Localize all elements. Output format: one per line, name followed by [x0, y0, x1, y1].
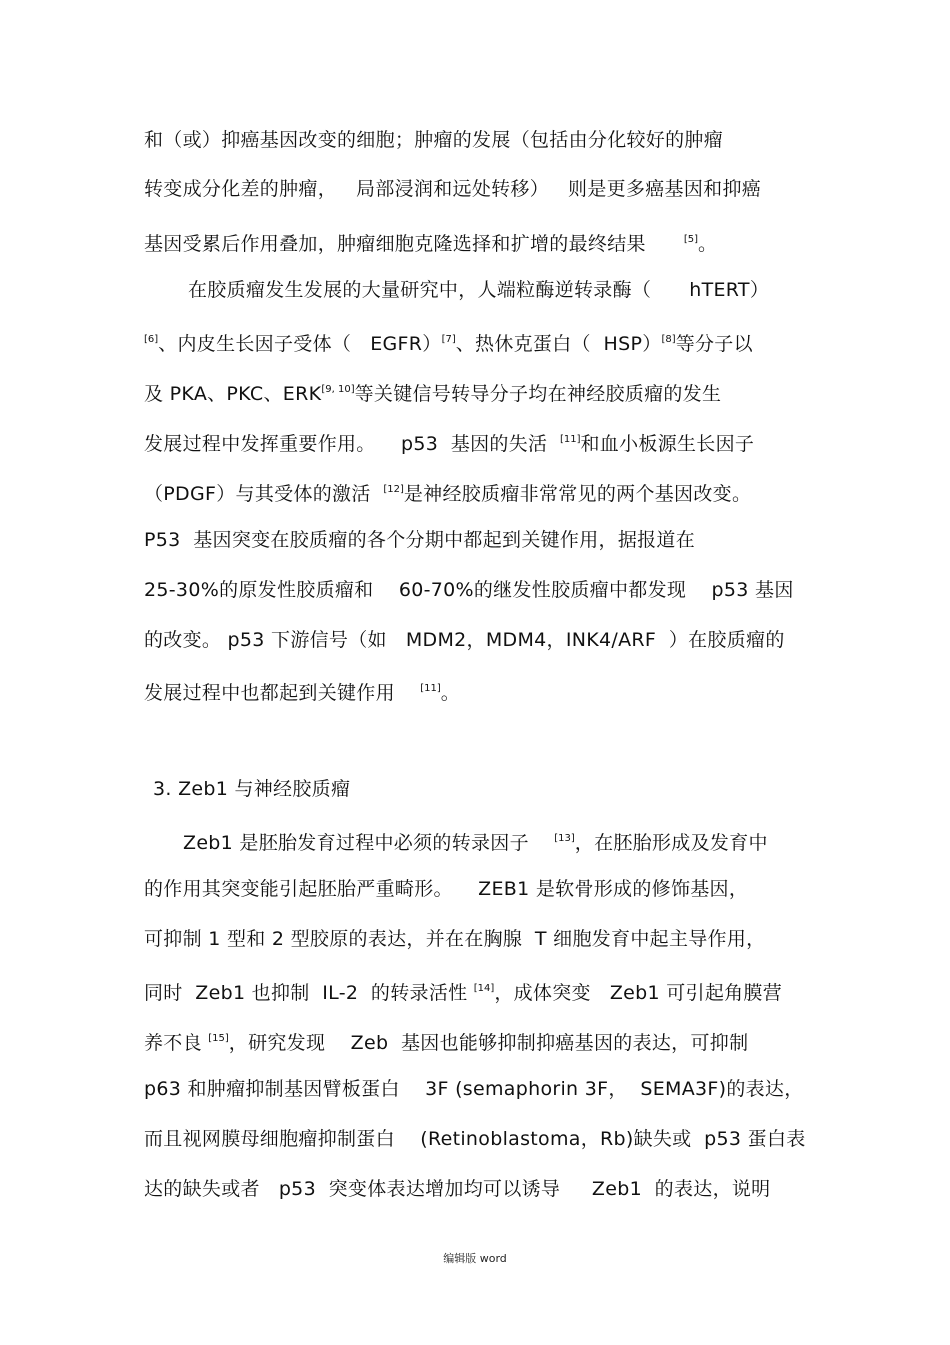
text-line-20: 达的缺失或者 p53 突变体表达增加均可以诱导 Zeb1 的表达，说明 [144, 1178, 771, 1200]
text-line-12: 发展过程中也都起到关键作用 [11]。 [144, 682, 461, 704]
citation: [5] [683, 234, 699, 245]
text-line-16: 同时 Zeb1 也抑制 IL-2 的转录活性 [14]，成体突变 Zeb1 可引起角膜营 [144, 982, 783, 1004]
page-footer: 编辑版 word [443, 1252, 507, 1265]
citation: [11] [420, 683, 441, 694]
text-line-14: 的作用其突变能引起胚胎严重畸形。 ZEB1 是软骨形成的修饰基因， [144, 878, 749, 900]
text-line-10: 25-30%的原发性胶质瘤和 60-70%的继发性胶质瘤中都发现 p53 基因 [144, 579, 794, 601]
text-line-5: [6]、内皮生长因子受体（ EGFR）[7]、热休克蛋白（ HSP）[8]等分子以 [144, 333, 753, 355]
text-line-11: 的改变。 p53 下游信号（如 MDM2，MDM4，INK4/ARF ）在胶质瘤的 [144, 629, 785, 651]
text-line-4: 在胶质瘤发生发展的大量研究中，人端粒酶逆转录酶（ hTERT） [188, 279, 770, 301]
citation: [14] [473, 983, 495, 994]
citation: [7] [441, 334, 456, 345]
section-heading: 3. Zeb1 与神经胶质瘤 [153, 778, 351, 800]
text-line-9: P53 基因突变在胶质瘤的各个分期中都起到关键作用，据报道在 [144, 529, 696, 551]
citation: [8] [661, 334, 676, 345]
text-line-19: 而且视网膜母细胞瘤抑制蛋白 (Retinoblastoma，Rb)缺失或 p53 蛋白表 [144, 1128, 806, 1150]
text-line-2: 转变成分化差的肿瘤， 局部浸润和远处转移） 则是更多癌基因和抑癌 [144, 178, 762, 200]
text-line-1: 和（或）抑癌基因改变的细胞；肿瘤的发展（包括由分化较好的肿瘤 [144, 129, 724, 151]
text-line-8: （PDGF）与其受体的激活 [12]是神经胶质瘤非常常见的两个基因改变。 [144, 483, 752, 505]
citation: [11] [559, 434, 581, 445]
text-line-17: 养不良 [15]，研究发现 Zeb 基因也能够抑制抑癌基因的表达，可抑制 [144, 1032, 749, 1054]
text-line-13: Zeb1 是胚胎发育过程中必须的转录因子 [13]，在胚胎形成及发育中 [183, 832, 768, 854]
text-line-15: 可抑制 1 型和 2 型胶原的表达，并在在胸腺 T 细胞发育中起主导作用， [144, 928, 766, 950]
text-line-7: 发展过程中发挥重要作用。 p53 基因的失活 [11]和血小板源生长因子 [144, 433, 755, 455]
citation: [6] [144, 334, 159, 345]
citation: [15] [208, 1033, 229, 1044]
text-line-6: 及 PKA、PKC、ERK[9, 10]等关键信号转导分子均在神经胶质瘤的发生 [144, 383, 722, 405]
citation: [13] [554, 833, 575, 844]
citation: [12] [383, 484, 404, 495]
text-line-18: p63 和肿瘤抑制基因臂板蛋白 3F (semaphorin 3F， SEMA3F)的表达， [144, 1078, 804, 1100]
citation: [9, 10] [321, 384, 355, 395]
text-line-3: 基因受累后作用叠加，肿瘤细胞克隆选择和扩增的最终结果 [5]。 [144, 233, 718, 255]
